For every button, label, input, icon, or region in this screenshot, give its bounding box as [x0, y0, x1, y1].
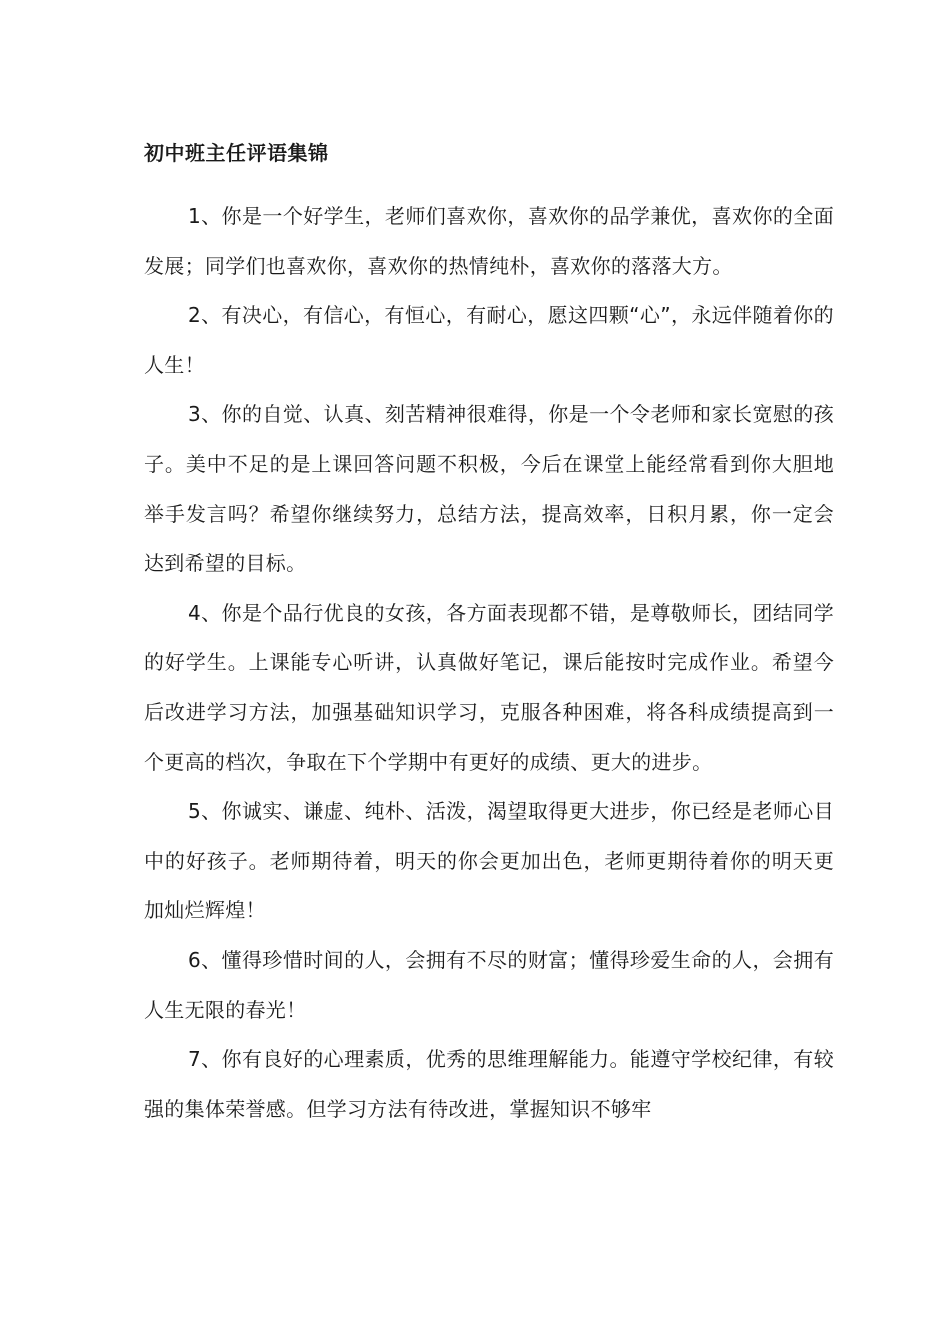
comment-paragraph-4: 4、你是个品行优良的女孩，各方面表现都不错，是尊敬师长，团结同学的好学生。上课能专心听讲，认真做好笔记，课后能按时完成作业。希望今后改进学习方法，加强基础知识学习，克服各种困难，将各科成绩提高到一个更高的档次，争取在下个学期中有更好的成绩、更大的进步。: [144, 600, 834, 774]
comment-paragraph-6: 6、懂得珍惜时间的人，会拥有不尽的财富；懂得珍爱生命的人，会拥有人生无限的春光！: [144, 947, 834, 1022]
document-title: 初中班主任评语集锦: [144, 141, 329, 165]
comment-paragraph-7: 7、你有良好的心理素质，优秀的思维理解能力。能遵守学校纪律，有较强的集体荣誉感。但学习方法有待改进，掌握知识不够牢: [144, 1047, 834, 1121]
comment-paragraph-2: 2、有决心，有信心，有恒心，有耐心，愿这四颗“心”，永远伴随着你的人生！: [144, 303, 834, 377]
document-page: [144, 128, 834, 1134]
comment-paragraph-3: 3、你的自觉、认真、刻苦精神很难得，你是一个令老师和家长宽慰的孩子。美中不足的是上课回答问题不积极，今后在课堂上能经常看到你大胆地举手发言吗？希望你继续努力，总结方法，提高效率，日积月累，你一定会达到希望的目标。: [144, 402, 834, 576]
comment-paragraph-1: 1、你是一个好学生，老师们喜欢你，喜欢你的品学兼优，喜欢你的全面发展；同学们也喜欢你，喜欢你的热情纯朴，喜欢你的落落大方。: [144, 204, 834, 278]
comment-paragraph-5: 5、你诚实、谦虚、纯朴、活泼，渴望取得更大进步，你已经是老师心目中的好孩子。老师期待着，明天的你会更加出色，老师更期待着你的明天更加灿烂辉煌！: [144, 799, 834, 923]
